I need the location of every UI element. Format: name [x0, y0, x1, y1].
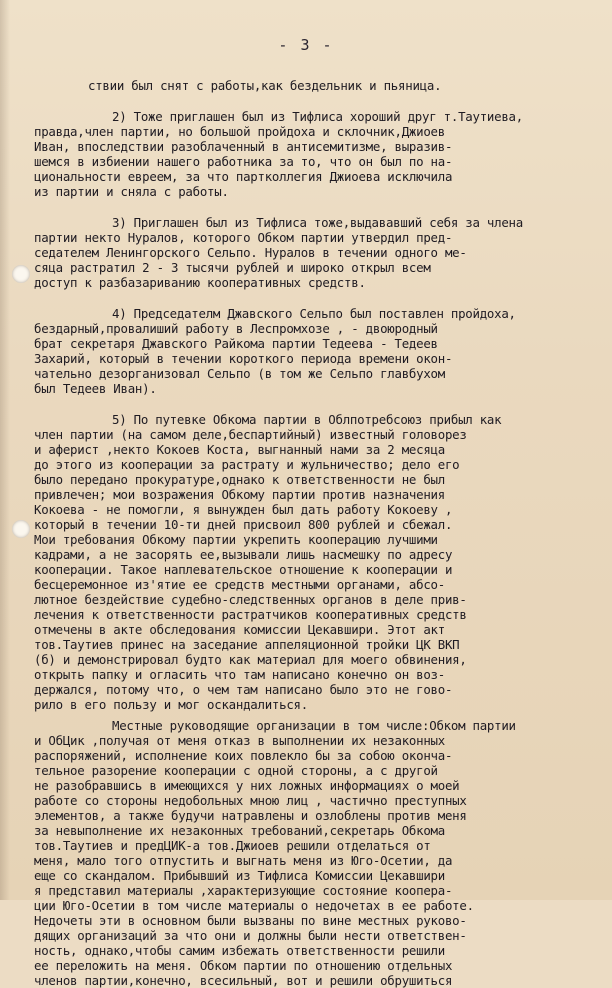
text-line: Местные руководящие организации в том числе:Обком партии [112, 718, 516, 733]
text-line: правда,член партии, но большой пройдоха и склочник,Джиоев [34, 124, 445, 139]
text-line: чательно дезорганизовал Сельпо (в том же Сельпо главбухом [34, 366, 445, 381]
text-line: элементов, а также будучи натравлены и озлоблены против меня [34, 808, 467, 823]
text-line: рило в его пользу и мог оскандалиться. [34, 697, 308, 712]
text-line: Мои требования Обкому партии укрепить кооперацию лучшими [34, 532, 438, 547]
text-line: привлечен; мои возражения Обкому партии против назначения [34, 487, 445, 502]
text-line: дящих организаций за что они и должны были нести ответствен- [34, 928, 467, 943]
text-line: за невыполнение их незаконных требований,секретарь Обкома [34, 823, 445, 838]
text-line: доступ к разбазариванию кооперативных средств. [34, 275, 366, 290]
text-line: из партии и сняла с работы. [34, 184, 229, 199]
text-line: держался, потому что, о чем там написано было это не гово- [34, 682, 453, 697]
document-body [34, 78, 608, 988]
text-line: еще со скандалом. Прибывший из Тифлиса Комиссии Цекавшири [34, 868, 445, 883]
paragraph [34, 306, 608, 396]
text-line: партии некто Нуралов, которого Обком партии утвердил пред- [34, 230, 453, 245]
text-line: ствии был снят с работы,как бездельник и пьяница. [88, 78, 442, 93]
text-line: Захарий, который в течении короткого периода времени окон- [34, 351, 453, 366]
text-line: член партии (на самом деле,беспартийный) известный головорез [34, 427, 467, 442]
text-line: кадрами, а не засорять ее,вызывали лишь насмешку по адресу [34, 547, 453, 562]
text-line: был Тедеев Иван). [34, 381, 157, 396]
paragraph [34, 215, 608, 290]
text-line: кооперации. Такое наплевательское отношение к кооперации и [34, 562, 453, 577]
text-line: Кокоева - не помогли, я вынужден был дать работу Кокоеву , [34, 502, 453, 517]
text-line: 5) По путевке Обкома партии в Облпотребсоюз прибыл как [112, 412, 502, 427]
text-line: меня, мало того отпустить и выгнать меня из Юго-Осетии, да [34, 853, 453, 868]
punch-hole-bottom [12, 520, 30, 538]
text-line: (б) и демонстрировал будто как материал для моего обвинения, [34, 652, 467, 667]
text-line: циональности евреем, за что партколлегия Джиоева исключила [34, 169, 453, 184]
text-line: тельное разорение кооперации с одной стороны, а с другой [34, 763, 438, 778]
text-line: не разобравшись в имеющихся у них ложных информациях о моей [34, 778, 460, 793]
paragraph [88, 78, 608, 93]
text-line: распоряжений, исполнение коих повлекло бы за собою оконча- [34, 748, 453, 763]
text-line: седателем Ленингорского Сельпо. Нуралов в течении одного ме- [34, 245, 467, 260]
text-line: Недочеты эти в основном были вызваны по вине местных руково- [34, 913, 467, 928]
paragraph-gap [88, 93, 608, 109]
text-line: и аферист ,некто Кокоев Коста, выгнанный нами за 2 месяца [34, 442, 445, 457]
text-line: лечения к ответственности растратчиков кооперативных средств [34, 607, 467, 622]
text-line: тов.Таутиев и предЦИК-а тов.Джиоев решили отделаться от [34, 838, 431, 853]
text-line: было передано прокуратуре,однако к ответственности не был [34, 472, 445, 487]
page-number: - 3 - [278, 36, 334, 54]
text-line: сяца растратил 2 - 3 тысячи рублей и широко открыл всем [34, 260, 431, 275]
text-line: брат секретаря Джавского Райкома партии Тедеева - Тедеев [34, 336, 438, 351]
paragraph-gap [88, 199, 608, 215]
paragraph [34, 109, 608, 199]
text-line: ность, однако,чтобы самим избежать ответственности решили [34, 943, 445, 958]
text-line: работе со стороны недобольных мною лиц , частично преступных [34, 793, 467, 808]
paragraph-gap [88, 396, 608, 412]
text-line: тов.Таутиев принес на заседание аппеляционной тройки ЦК ВКП [34, 637, 460, 652]
text-line: бездарный,провалиший работу в Леспромхозе , - двоюродный [34, 321, 438, 336]
text-line: 4) Председателм Джавского Сельпо был поставлен пройдоха, [112, 306, 516, 321]
text-line: 3) Приглашен был из Тифлиса тоже,выдававший себя за члена [112, 215, 523, 230]
text-line: я представил материалы ,характеризующие состояние коопера- [34, 883, 453, 898]
text-line: который в течении 10-ти дней присвоил 800 рублей и сбежал. [34, 517, 453, 532]
punch-hole-top [12, 265, 30, 283]
paragraph-gap [88, 290, 608, 306]
paragraph [34, 718, 608, 988]
text-line: ее переложить на меня. Обком партии по отношению отдельных [34, 958, 453, 973]
text-line: бесцеремонное из'ятие ее средств местными органами, абсо- [34, 577, 445, 592]
text-line: членов партии,конечно, всесильный, вот и решили обрушиться [34, 973, 453, 988]
text-line: открыть папку и огласить что там написано конечно он воз- [34, 667, 445, 682]
page-edge-shadow [0, 0, 10, 900]
text-line: лютное бездействие судебно-следственных органов в деле прив- [34, 592, 467, 607]
text-line: ции Юго-Осетии в том числе материалы о недочетах в ее работе. [34, 898, 474, 913]
text-line: отмечены в акте обследования комиссии Цекавшири. Этот акт [34, 622, 445, 637]
paragraph [34, 412, 608, 712]
text-line: шемся в избиении нашего работника за то, что он был по на- [34, 154, 453, 169]
text-line: и ОбЦик ,получая от меня отказ в выполнении их незаконных [34, 733, 445, 748]
text-line: 2) Тоже приглашен был из Тифлиса хороший друг т.Таутиева, [112, 109, 523, 124]
text-line: Иван, впоследствии разоблаченный в антисемитизме, выразив- [34, 139, 453, 154]
text-line: до этого из кооперации за растрату и жульничество; дело его [34, 457, 460, 472]
